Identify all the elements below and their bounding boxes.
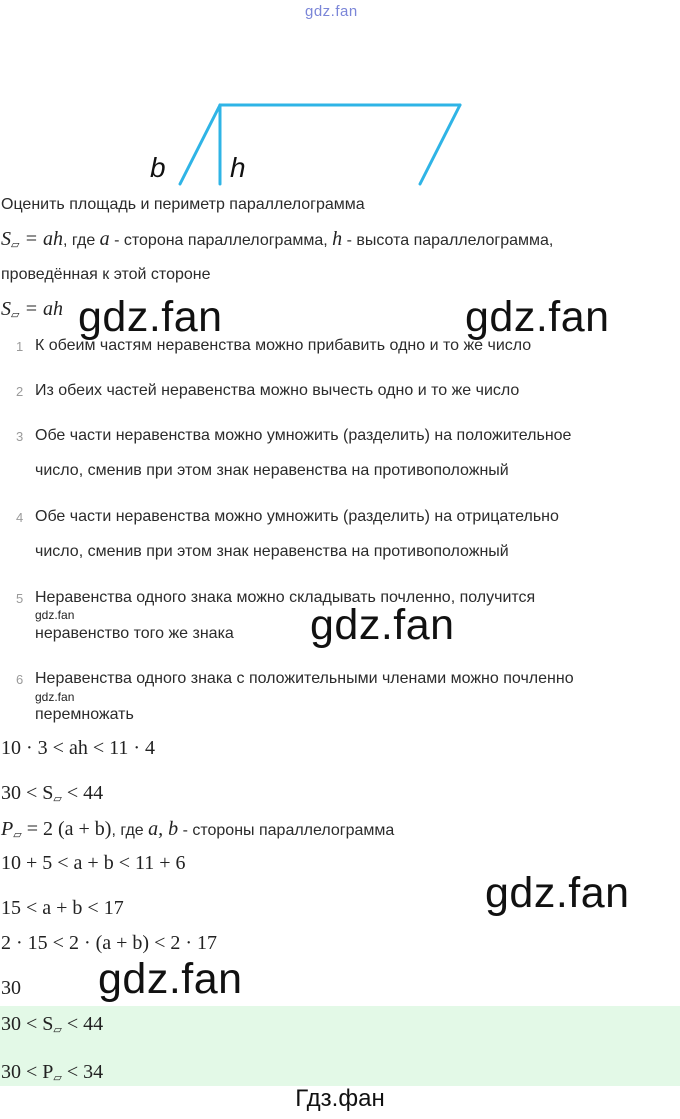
math-line-1: 10 · 3 < ah < 11 · 4 xyxy=(1,737,156,759)
math-line-4: 10 + 5 < a + b < 11 + 6 xyxy=(1,852,186,874)
footer-brand: Гдз.фан xyxy=(295,1085,385,1112)
area-formula: $S_▱$ = ah, где a - сторона параллелограмма, h - высота параллелограмма, xyxy=(1,228,554,251)
task-title: Оценить площадь и периметр параллелограмма xyxy=(1,196,365,213)
watermark: gdz.fan xyxy=(78,293,223,341)
rule-text: Неравенства одного знака можно складывать почленно, получится xyxy=(35,589,536,606)
rule-text-cont: число, сменив при этом знак неравенства на противоположный xyxy=(35,543,509,560)
rule-text: Из обеих частей неравенства можно вычесть одно и то же число xyxy=(35,382,520,399)
perimeter-formula: $P_▱ = 2$ (a + b), где a, b - стороны параллелограмма xyxy=(1,818,395,841)
rule-text: К обеим частям неравенства можно прибавить одно и то же число xyxy=(35,337,532,354)
rule-number: 1 xyxy=(16,339,24,354)
right-side-line xyxy=(420,105,460,184)
math-line-6: 2 · 15 < 2 · (a + b) < 2 · 17 xyxy=(1,932,218,954)
math-line-7: 30 xyxy=(1,977,21,999)
watermark: gdz.fan xyxy=(310,601,455,649)
rule-text-cont: число, сменив при этом знак неравенства на противоположный xyxy=(35,462,509,479)
math-line-5: 15 < a + b < 17 xyxy=(1,897,124,919)
rule-text: Обе части неравенства можно умножить (разделить) на положительное xyxy=(35,427,572,444)
rule-text: Обе части неравенства можно умножить (разделить) на отрицательно xyxy=(35,508,559,525)
site-logo[interactable]: gdz.fan xyxy=(305,3,358,20)
rule-number: 5 xyxy=(16,591,24,606)
rule-number: 4 xyxy=(16,510,24,525)
result-perimeter: $30 < P_▱ < 34$ xyxy=(1,1061,104,1084)
side-b-line xyxy=(180,105,220,184)
rule-number: 6 xyxy=(16,672,24,687)
watermark: gdz.fan xyxy=(465,293,610,341)
rule-text-cont: перемножать xyxy=(35,706,134,723)
watermark: gdz.fan xyxy=(485,869,630,917)
label-h: h xyxy=(230,152,246,183)
rule-number: 2 xyxy=(16,384,24,399)
area-short: $S_▱$ = ah xyxy=(1,298,63,321)
rule-text-cont: неравенство того же знака xyxy=(35,625,234,642)
watermark: gdz.fan xyxy=(98,955,243,1003)
label-b: b xyxy=(150,152,166,183)
watermark-small: gdz.fan xyxy=(35,608,75,622)
parallelogram-figure xyxy=(0,95,680,190)
watermark-small: gdz.fan xyxy=(35,690,75,704)
rule-number: 3 xyxy=(16,429,24,444)
math-line-2: $30 < S_▱ < 44$ xyxy=(1,782,104,805)
result-area: $30 < S_▱ < 44$ xyxy=(1,1013,104,1036)
area-formula-line2: проведённая к этой стороне xyxy=(1,266,211,283)
rule-text: Неравенства одного знака с положительными членами можно почленно xyxy=(35,670,574,687)
